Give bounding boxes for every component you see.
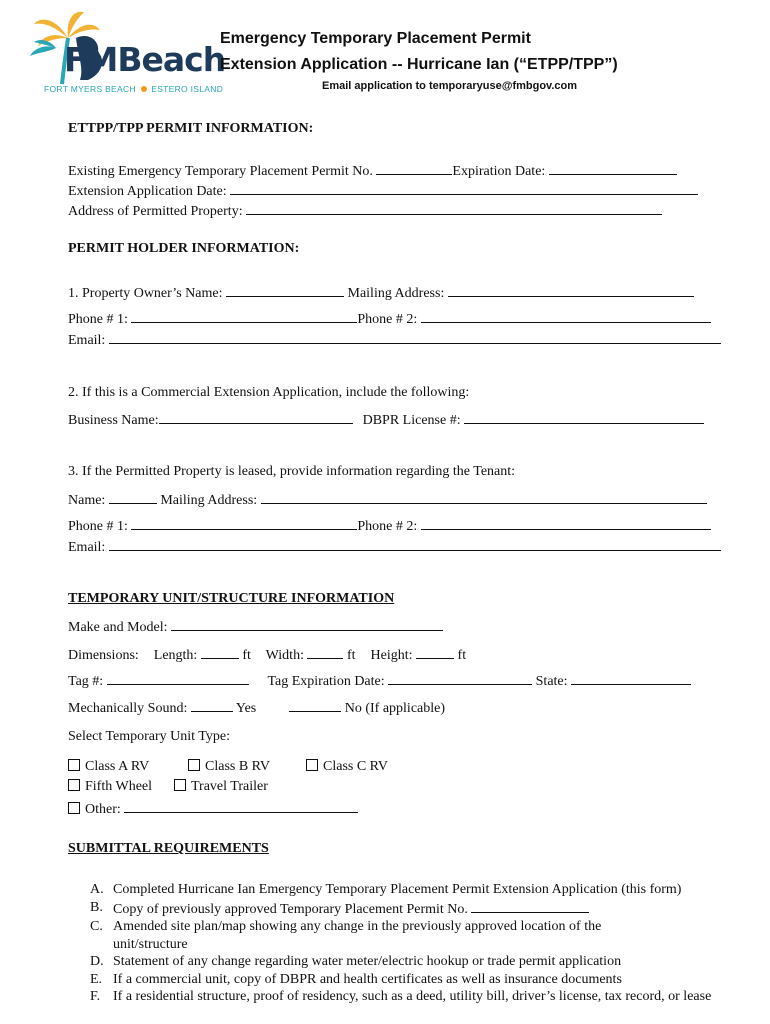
requirements-list: [68, 881, 758, 1006]
logo-tagline-2: ESTERO ISLAND: [151, 84, 224, 94]
requirement-marker: A.: [90, 882, 104, 897]
tenant-email-row: [68, 537, 721, 556]
owner-mailing-field[interactable]: [448, 283, 694, 297]
requirement-item: [68, 953, 758, 971]
requirement-marker: F.: [90, 989, 101, 1004]
requirement-item: [68, 971, 758, 989]
extension-date-field[interactable]: [230, 181, 698, 195]
unit-type-label: Select Temporary Unit Type:: [68, 729, 230, 744]
permit-number-field[interactable]: [376, 161, 452, 175]
unit-type-option-class-c[interactable]: [306, 758, 388, 775]
requirement-text: Completed Hurricane Ian Emergency Temporary Placement Permit Extension Application (this form): [113, 882, 682, 897]
extension-date-row: [68, 181, 698, 200]
section-permit-holder: PERMIT HOLDER INFORMATION:: [68, 241, 300, 256]
requirement-marker: C.: [90, 919, 103, 934]
tag-label: Tag #:: [68, 674, 104, 689]
owner-row: [68, 283, 694, 302]
make-model-label: Make and Model:: [68, 620, 168, 635]
tag-expiration-field[interactable]: [388, 671, 532, 685]
property-address-label: Address of Permitted Property:: [68, 204, 243, 219]
previous-permit-number-field[interactable]: [471, 899, 589, 913]
owner-phone1-label: Phone # 1:: [68, 312, 128, 327]
document-title: Emergency Temporary Placement Permit: [220, 30, 531, 47]
length-field[interactable]: [201, 645, 239, 659]
expiration-date-field[interactable]: [549, 161, 677, 175]
width-unit: ft: [346, 648, 356, 663]
length-label: Length:: [153, 648, 198, 663]
requirement-item: [68, 899, 758, 919]
dbpr-license-label: DBPR License #:: [362, 413, 461, 428]
mechanical-row: [68, 698, 445, 717]
no-label: No (If applicable): [344, 701, 446, 716]
tenant-email-label: Email:: [68, 540, 106, 555]
tenant-phone1-field[interactable]: [131, 516, 357, 530]
checkbox-icon[interactable]: [306, 759, 318, 771]
unit-type-option-travel-trailer[interactable]: [174, 778, 268, 795]
mechanically-sound-label: Mechanically Sound:: [68, 701, 188, 716]
owner-email-label: Email:: [68, 333, 106, 348]
height-field[interactable]: [416, 645, 454, 659]
permit-number-row: [68, 161, 677, 180]
tenant-phone2-field[interactable]: [421, 516, 711, 530]
document-subtitle: Extension Application -- Hurricane Ian (“ETPP/TPP”): [220, 56, 618, 73]
requirement-item: [68, 881, 758, 899]
requirement-item: [68, 918, 758, 936]
class-c-label: Class C RV: [323, 759, 389, 774]
state-label: State:: [535, 674, 568, 689]
section-submittal-requirements: SUBMITTAL REQUIREMENTS: [68, 841, 269, 856]
tenant-intro: 3. If the Permitted Property is leased, provide information regarding the Tenant:: [68, 464, 516, 479]
tenant-email-field[interactable]: [109, 537, 721, 551]
property-address-row: [68, 201, 662, 220]
owner-mailing-label: Mailing Address:: [347, 286, 445, 301]
height-label: Height:: [370, 648, 413, 663]
checkbox-icon[interactable]: [68, 802, 80, 814]
tenant-mailing-field[interactable]: [261, 490, 707, 504]
tenant-name-field[interactable]: [109, 490, 157, 504]
width-label: Width:: [265, 648, 304, 663]
state-field[interactable]: [571, 671, 691, 685]
extension-date-label: Extension Application Date:: [68, 184, 227, 199]
permit-number-label: Existing Emergency Temporary Placement Permit No.: [68, 164, 373, 179]
logo-tagline: [44, 84, 223, 94]
tenant-phone1-label: Phone # 1:: [68, 519, 128, 534]
requirement-item-continuation: [68, 936, 758, 954]
owner-name-label: 1. Property Owner’s Name:: [68, 286, 223, 301]
class-a-label: Class A RV: [85, 759, 150, 774]
unit-type-option-fifth-wheel[interactable]: [68, 778, 152, 795]
property-address-field[interactable]: [246, 201, 662, 215]
owner-phone1-field[interactable]: [131, 309, 357, 323]
requirement-marker: D.: [90, 954, 104, 969]
checkbox-icon[interactable]: [68, 759, 80, 771]
checkbox-icon[interactable]: [174, 779, 186, 791]
yes-label: Yes: [235, 701, 257, 716]
tag-field[interactable]: [107, 671, 249, 685]
make-model-field[interactable]: [171, 617, 443, 631]
tenant-phone2-label: Phone # 2:: [357, 519, 418, 534]
checkbox-icon[interactable]: [188, 759, 200, 771]
requirement-item: [68, 988, 758, 1006]
requirement-marker: E.: [90, 971, 103, 987]
requirement-text: unit/structure: [113, 936, 188, 952]
dimensions-label: Dimensions:: [68, 648, 139, 663]
owner-phone-row: [68, 309, 711, 328]
owner-phone2-label: Phone # 2:: [357, 312, 418, 327]
email-instruction: Email application to temporaryuse@fmbgov.com: [322, 80, 578, 92]
dbpr-license-field[interactable]: [464, 410, 704, 424]
owner-name-field[interactable]: [226, 283, 344, 297]
section-temporary-unit: TEMPORARY UNIT/STRUCTURE INFORMATION: [68, 591, 395, 606]
sun-dot-icon: [141, 86, 147, 92]
requirement-text: If a residential structure, proof of residency, such as a deed, utility bill, driver’s license, tax record, or lease: [113, 989, 712, 1004]
unit-type-option-class-b[interactable]: [188, 758, 270, 775]
tenant-name-label: Name:: [68, 493, 106, 508]
requirement-text: Amended site plan/map showing any change in the previously approved location of the: [113, 919, 602, 934]
make-model-row: [68, 617, 443, 636]
business-name-label: Business Name:: [68, 413, 159, 428]
no-field[interactable]: [289, 698, 341, 712]
travel-trailer-label: Travel Trailer: [191, 779, 268, 794]
width-field[interactable]: [307, 645, 343, 659]
fifth-wheel-label: Fifth Wheel: [85, 779, 153, 794]
requirement-text: If a commercial unit, copy of DBPR and health certificates as well as insurance documents: [113, 971, 622, 987]
requirement-text: Copy of previously approved Temporary Placement Permit No.: [113, 901, 468, 917]
unit-type-option-other[interactable]: [68, 799, 358, 818]
yes-field[interactable]: [191, 698, 233, 712]
requirement-marker: B.: [90, 899, 103, 915]
logo-brand-text: [64, 40, 225, 79]
height-unit: ft: [457, 648, 467, 663]
owner-email-field[interactable]: [109, 330, 721, 344]
logo-tagline-1: FORT MYERS BEACH: [44, 84, 136, 94]
commercial-row: [68, 410, 704, 429]
requirement-text: Statement of any change regarding water meter/electric hookup or trade permit application: [113, 954, 622, 969]
tenant-mailing-label: Mailing Address:: [160, 493, 258, 508]
other-field[interactable]: [124, 799, 358, 813]
tenant-phone-row: [68, 516, 711, 535]
owner-phone2-field[interactable]: [421, 309, 711, 323]
checkbox-icon[interactable]: [68, 779, 80, 791]
expiration-date-label: Expiration Date:: [452, 164, 546, 179]
business-name-field[interactable]: [159, 410, 353, 424]
other-label: Other:: [85, 802, 121, 817]
length-unit: ft: [242, 648, 251, 663]
tenant-name-row: [68, 490, 707, 509]
tag-row: [68, 671, 691, 690]
owner-email-row: [68, 330, 721, 349]
section-permit-info: ETTPP/TPP PERMIT INFORMATION:: [68, 121, 314, 136]
tag-expiration-label: Tag Expiration Date:: [267, 674, 385, 689]
unit-type-option-class-a[interactable]: [68, 758, 149, 775]
class-b-label: Class B RV: [205, 759, 271, 774]
commercial-intro: 2. If this is a Commercial Extension Application, include the following:: [68, 385, 470, 400]
logo-brand: FMBeach: [64, 40, 226, 79]
dimensions-row: [68, 645, 466, 664]
